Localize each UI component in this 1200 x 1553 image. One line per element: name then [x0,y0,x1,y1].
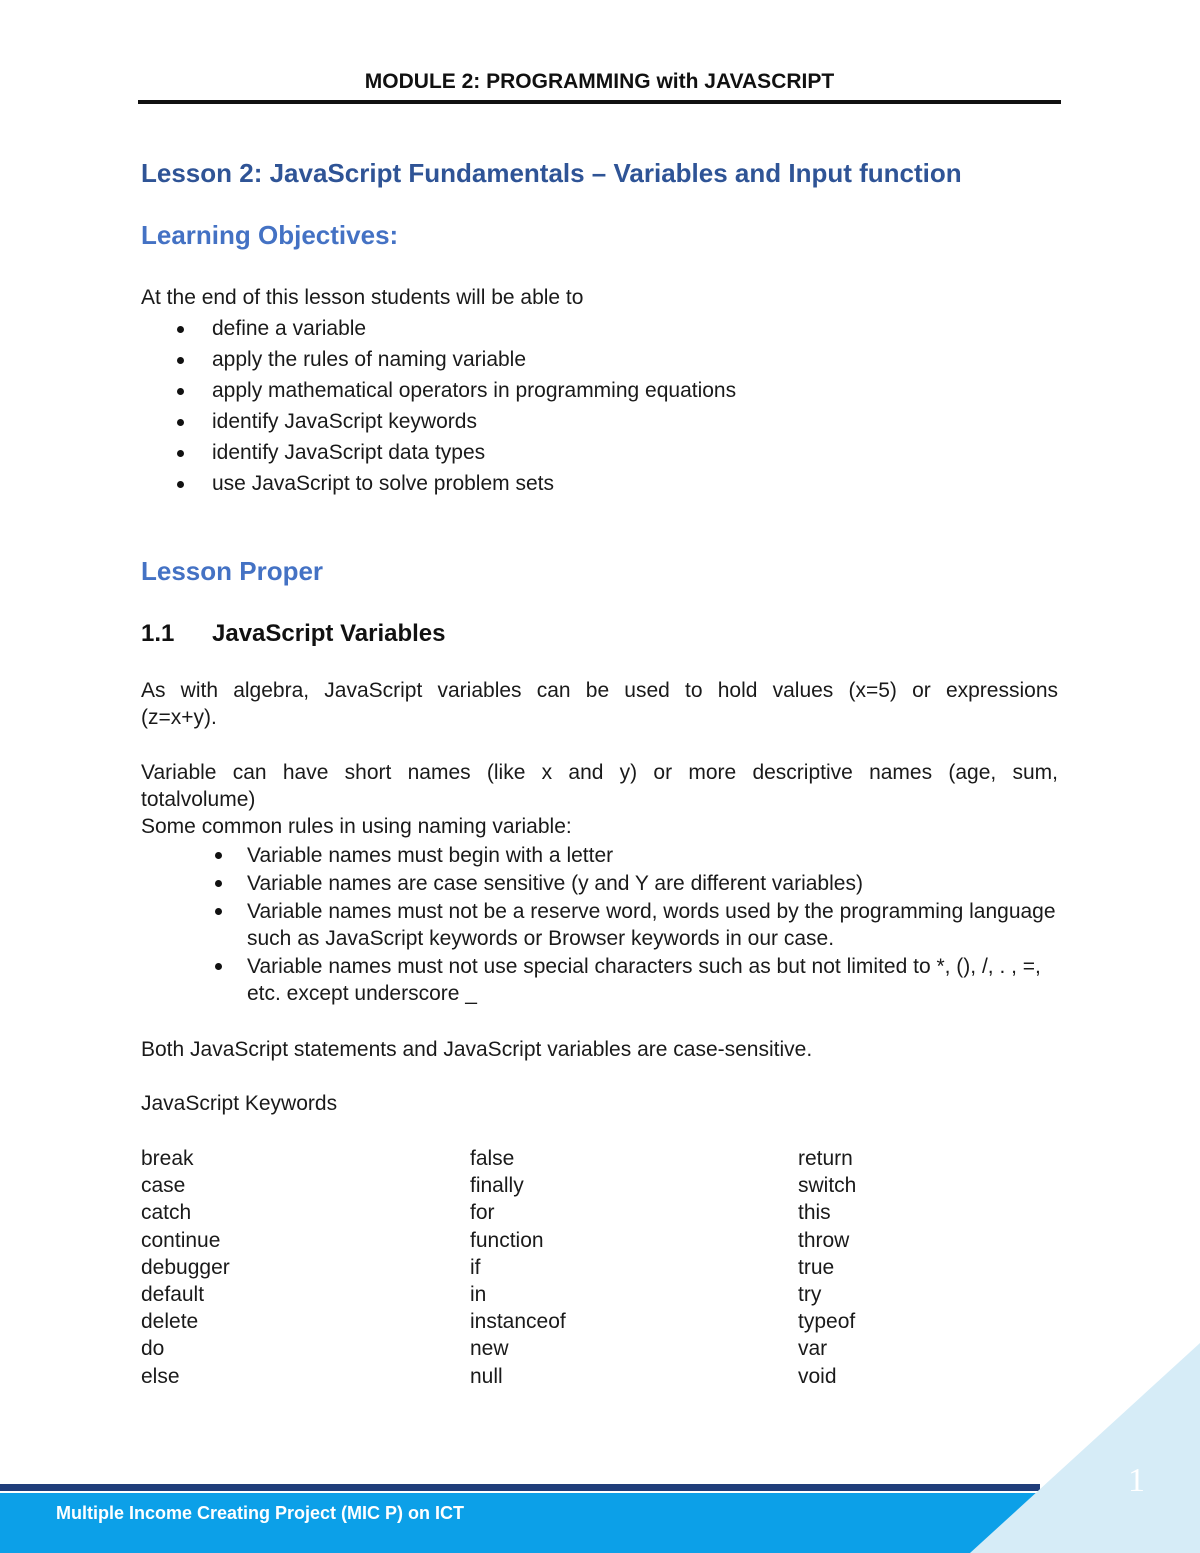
rules-intro: Some common rules in using naming variable: [141,815,572,838]
page-header-title: MODULE 2: PROGRAMMING with JAVASCRIPT [364,70,835,93]
objectives-intro: At the end of this lesson students will be able to [141,286,584,309]
keyword: instanceof [470,1310,566,1334]
objective-text: identify JavaScript keywords [212,410,477,433]
section-title: JavaScript Variables [212,620,446,647]
rule-text: Variable names must not be a reserve word, words used by the programming language such as JavaScript keywords or Browser keywords in our case. [247,900,1056,950]
keyword: catch [141,1201,192,1225]
bullet-icon [177,481,184,488]
bullet-icon [215,908,222,915]
objective-text: identify JavaScript data types [212,441,486,464]
list-item [141,344,736,375]
bullet-icon [177,419,184,426]
keyword: typeof [798,1310,856,1334]
rule-text: Variable names must not use special characters such as but not limited to *, (), /, . , =, etc. except underscore _ [247,955,1041,1005]
keyword: this [798,1201,831,1225]
keyword: delete [141,1310,199,1334]
naming-rules-list [141,842,1061,1008]
keyword: finally [470,1174,524,1198]
list-item [141,870,1061,897]
lesson-proper-heading: Lesson Proper [141,556,324,586]
list-item [141,406,736,437]
keyword: var [798,1337,828,1361]
list-item [141,313,736,344]
list-item [141,375,736,406]
keyword: in [470,1282,487,1306]
objective-text: apply mathematical operators in programming equations [212,379,737,402]
paragraph-line: Variable can have short names (like x and y) or more descriptive names (age, sum, [141,761,1058,784]
bullet-icon [177,450,184,457]
header-rule [138,100,1061,104]
keyword: for [470,1201,495,1225]
list-item [141,953,1061,1007]
keyword: else [141,1364,180,1388]
bullet-icon [177,388,184,395]
keyword: debugger [141,1255,230,1279]
objectives-list [141,313,736,499]
keyword: continue [141,1228,221,1252]
keyword: new [470,1337,509,1361]
keyword: case [141,1174,186,1198]
corner-triangle-decoration [960,1343,1200,1553]
keyword: function [470,1228,544,1252]
keyword: null [470,1364,503,1388]
objective-text: define a variable [212,317,367,340]
bullet-icon [177,357,184,364]
paragraph-line: totalvolume) [141,788,256,811]
bullet-icon [215,963,222,970]
keywords-column-2 [470,1145,566,1390]
bullet-icon [177,326,184,333]
keywords-column-3 [798,1145,856,1390]
list-item [141,898,1061,952]
lesson-title: Lesson 2: JavaScript Fundamentals – Variables and Input function [141,158,962,188]
keyword: void [798,1364,837,1388]
paragraph-line: (z=x+y). [141,706,217,729]
keyword: if [470,1255,481,1279]
keyword: default [141,1282,205,1306]
page-number: 1 [1128,1462,1145,1499]
keyword: true [798,1255,835,1279]
keywords-column-1 [141,1145,230,1390]
case-sensitivity-note: Both JavaScript statements and JavaScript variables are case-sensitive. [141,1038,813,1061]
footer-project-name: Multiple Income Creating Project (MIC P) on ICT [56,1503,465,1523]
list-item [141,468,736,499]
keyword: switch [798,1174,857,1198]
footer-accent-line [0,1484,1040,1491]
section-number: 1.1 [141,620,175,647]
keyword: try [798,1282,822,1306]
learning-objectives-heading: Learning Objectives: [141,220,399,250]
keyword: false [470,1147,515,1170]
keyword: do [141,1337,165,1361]
keyword: throw [798,1228,850,1252]
keyword: return [798,1147,853,1170]
objective-text: apply the rules of naming variable [212,348,527,371]
paragraph-line: As with algebra, JavaScript variables can be used to hold values (x=5) or expressions [141,679,1058,702]
bullet-icon [215,852,222,859]
objective-text: use JavaScript to solve problem sets [212,472,554,495]
rule-text: Variable names are case sensitive (y and Y are different variables) [247,872,863,895]
list-item [141,842,1061,869]
keyword: break [141,1147,194,1170]
bullet-icon [215,880,222,887]
keywords-label: JavaScript Keywords [141,1092,338,1115]
list-item [141,437,736,468]
rule-text: Variable names must begin with a letter [247,844,614,867]
